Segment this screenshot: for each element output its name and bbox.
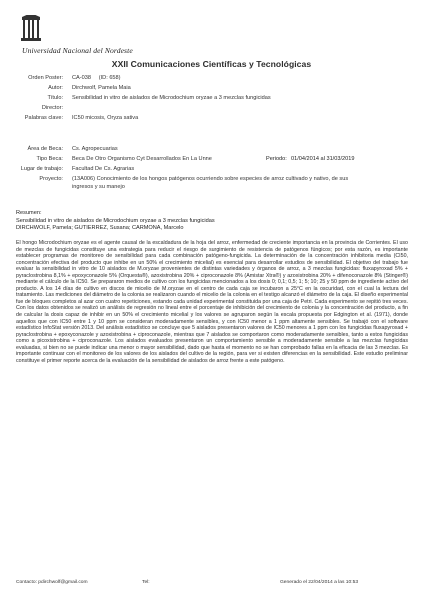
palabras-clave-value: IC50 micosis, Oryza sativa [72, 115, 139, 121]
orden-poster-label: Orden Poster: [28, 75, 63, 81]
abstract-title: Sensibilidad in vitro de aislados de Microdochium oryzae a 3 mezclas fungicidas [16, 218, 215, 224]
autor-value: Dirchwolf, Pamela Maia [72, 85, 131, 91]
abstract-body [16, 240, 408, 364]
autor-label: Autor: [48, 85, 63, 91]
resumen-label: Resumen: [16, 210, 42, 216]
congress-title: XXII Comunicaciones Científicas y Tecnológicas [111, 59, 312, 69]
abstract-authors: DIRCHWOLF, Pamela; GUTIERREZ, Susana; CARMONA, Marcelo [16, 225, 184, 231]
area-beca-value: Cs. Agropecuarias [72, 146, 118, 152]
periodo-label: Periodo: [266, 156, 287, 162]
footer-contact [16, 580, 88, 585]
lugar-trabajo-label: Lugar de trabajo: [20, 166, 63, 172]
tipo-beca-label: Tipo Beca: [36, 156, 63, 162]
lugar-trabajo-value: Facultad De Cs. Agrarias [72, 166, 135, 172]
periodo-value: 01/04/2014 al 31/03/2019 [291, 156, 355, 162]
university-name: Universidad Nacional del Nordeste [22, 46, 133, 55]
tipo-beca-value: Beca De Otro Organismo Cyt Desarrollados En La Unne [72, 156, 212, 162]
proyecto-label: Proyecto: [39, 176, 63, 182]
university-seal-icon [20, 15, 42, 45]
director-label: Director: [41, 105, 63, 111]
contact-email[interactable]: pdirchwolf@gmail.com [38, 580, 88, 585]
footer-tel: Tel: [142, 580, 150, 585]
titulo-value: Sensibilidad in vitro de aislados de Microdochium oryzae a 3 mezclas fungicidas [72, 95, 271, 101]
university-logo [20, 15, 220, 65]
proyecto-value-line-1: (13A006) Conocimiento de los hongos patógenos ocurriendo sobre especies de arroz cultivado y nativo, de sus [72, 176, 349, 182]
contact-label: Contacto: [16, 580, 37, 585]
titulo-label: Título: [47, 95, 63, 101]
orden-poster-id: (ID: 658) [98, 75, 121, 81]
orden-poster-value: CA-038 [72, 75, 91, 81]
palabras-clave-label: Palabras clave: [24, 115, 63, 121]
abstract-body-text: El hongo Microdochium oryzae es el agente causal de la escaldadura de la hoja del arroz, enfermedad de creciente importancia en la provincia de Corrientes. El uso de mezclas de fungicidas constituye una estrategia para reducir el riesgo de surgimiento de resistencia de patógenos fúngicos; por esta razón, es importante establecer programas de monitoreo de sensibilidad para cada combinación patógeno-fungicida. La determinación de la concentración inhibitoria media (CI50, concentración efectiva del producto que inhibe en un 50% el crecimiento micelial) es esencial para desarrollar estudios de sensibilidad. El objetivo del trabajo fue evaluar la sensibilidad in vitro de 10 aislados de M.oryzae provenientes de distintas variedades y órganos de arroz, a 3 mezclas fungicidas: fluxapyroxad 5% + pyraclostrobina 8,1% + epoxyconazole 5% (Orquesta®), azoxistrobina 20% + ciproconazole 8% (Amistar Xtra®) y azoxistrobina 20% + difenoconazole 8% (Stinger®) mediante el cálculo de la IC50. Se prepararon medios de cultivo con los fungicidas mencionados a los dosis 0; 0,1; 0,5; 1; 5; 10; 25 y 50 ppm de ingrediente activo del producto. A los 14 días de cultivo en discos de micelio de M.oryzae en el centro de cada caja se incubaron a 25°C en la oscuridad, con el cual la lectura del tratamiento. Las mediciones del diámetro de la colonia se realizaron cuando el micelio de la colonia en el testigo alcanzó el diámetro de la caja. El diseño experimental fue de bloques completos al azar con cuatro repeticiones, estando cada unidad experimental constituida por una caja de Petri. Cada experimento se repitió tres veces. Con los datos obtenidos se realizó un análisis de regresión no lineal entre el porcentaje de inhibición del crecimiento de colonia y la concentración del producto, a fin de calcular la dosis capaz de inhibir en un 50% el crecimiento micelial y los valores se agruparon según la escala propuesta por Edgington et al. (1971), donde aquellos que con IC50 entre 1 y 10 ppm se consideran moderadamente sensibles, y con IC50 menor a 1 ppm altamente sensibles. Se trabajó con el software estadístico InfoStat versión 2013. Del análisis estadístico se concluye que 5 aislados presentaron valores de IC50 menores a 1 ppm con los fungicidas fluxapyroxad + pyraclostrobina + epoxyconazole y azoxistrobina + ciproconazole, mientras que 7 aislados se comportaron como moderadamente sensibles, tanto a estos fungicidas como a picoxistrobina + ciproconazole. Los aislados evaluados presentaron un comportamiento sensible a moderadamente sensible a las mezclas fungicidas evaluadas, si bien no se puede indicar una menor o mayor sensibilidad, dado que hasta el momento no se han comprobado fallas en la eficacia de las 3 mezclas. Es importante continuar con el monitoreo de los valores de los aislados del cultivo de la región, para ver si existen diferencias en la sensibilidad. Este estudio preliminar constituye el primer reporte acerca de la evaluación de la sensibilidad de aislados de arroz frente a este patógeno. [16, 240, 408, 364]
footer-generated: Generado el 22/04/2014 a las 10:53 [280, 580, 359, 585]
proyecto-value-line-2: ingresos y su manejo [72, 184, 125, 190]
area-beca-label: Área de Beca: [27, 146, 63, 152]
